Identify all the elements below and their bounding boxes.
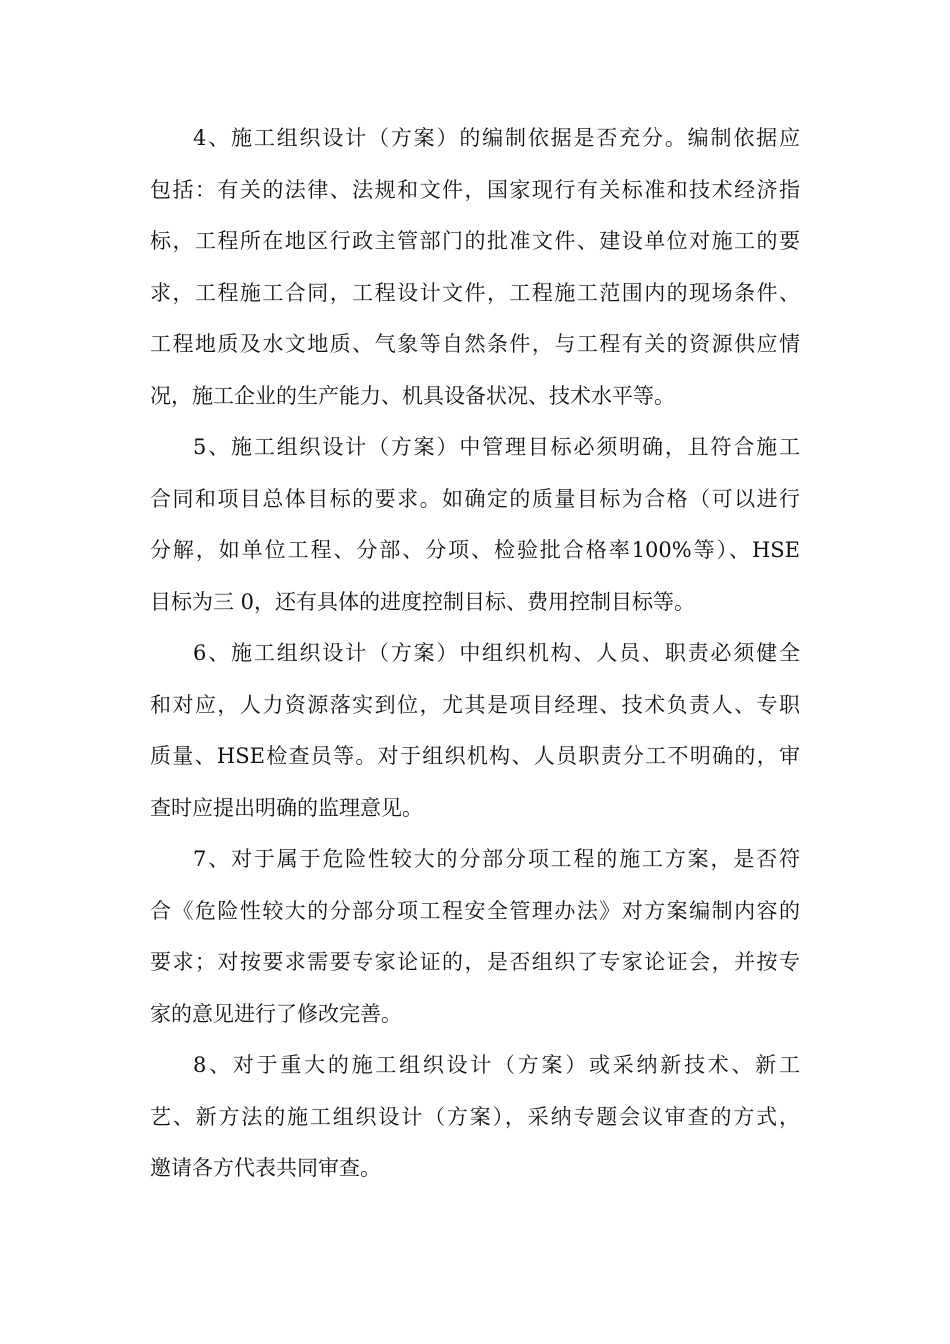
text-line: 和对应，人力资源落实到位，尤其是项目经理、技术负责人、专职 xyxy=(150,692,800,717)
text-line: 工程地质及水文地质、气象等自然条件，与工程有关的资源供应情 xyxy=(150,332,800,356)
text-line: 4、施工组织设计（方案）的编制依据是否充分。编制依据应 xyxy=(193,126,800,150)
text-line: 目标为三 0，还有具体的进度控制目标、费用控制目标等。 xyxy=(150,589,696,614)
text-line: 7、对于属于危险性较大的分部分项工程的施工方案，是否符 xyxy=(193,847,800,871)
text-line: 分解，如单位工程、分部、分项、检验批合格率100%等）、HSE xyxy=(150,538,800,562)
paragraph-4 xyxy=(150,113,800,422)
text-line: 艺、新方法的施工组织设计（方案），采纳专题会议审查的方式， xyxy=(150,1104,800,1129)
paragraph-6 xyxy=(150,628,800,834)
paragraph-8 xyxy=(150,1040,800,1195)
text-line: 包括：有关的法律、法规和文件，国家现行有关标准和技术经济指 xyxy=(150,177,800,202)
text-line: 标，工程所在地区行政主管部门的批准文件、建设单位对施工的要 xyxy=(150,229,800,253)
paragraph-5 xyxy=(150,422,800,628)
text-line: 家的意见进行了修改完善。 xyxy=(150,1001,402,1026)
text-line: 况，施工企业的生产能力、机具设备状况、技术水平等。 xyxy=(150,383,675,408)
text-line: 质量、HSE检查员等。对于组织机构、人员职责分工不明确的，审 xyxy=(150,744,800,768)
paragraph-7 xyxy=(150,834,800,1040)
text-line: 5、施工组织设计（方案）中管理目标必须明确，且符合施工 xyxy=(193,435,800,459)
text-line: 要求；对按要求需要专家论证的，是否组织了专家论证会，并按专 xyxy=(150,950,800,974)
text-line: 6、施工组织设计（方案）中组织机构、人员、职责必须健全 xyxy=(193,641,800,665)
text-line: 合同和项目总体目标的要求。如确定的质量目标为合格（可以进行 xyxy=(150,486,800,511)
text-line: 8、对于重大的施工组织设计（方案）或采纳新技术、新工 xyxy=(193,1053,800,1077)
text-line: 邀请各方代表共同审查。 xyxy=(150,1156,381,1180)
text-line: 查时应提出明确的监理意见。 xyxy=(150,795,423,820)
text-line: 求，工程施工合同，工程设计文件，工程施工范围内的现场条件、 xyxy=(150,280,800,305)
text-line: 合《危险性较大的分部分项工程安全管理办法》对方案编制内容的 xyxy=(150,898,800,923)
document-body xyxy=(150,113,800,1195)
